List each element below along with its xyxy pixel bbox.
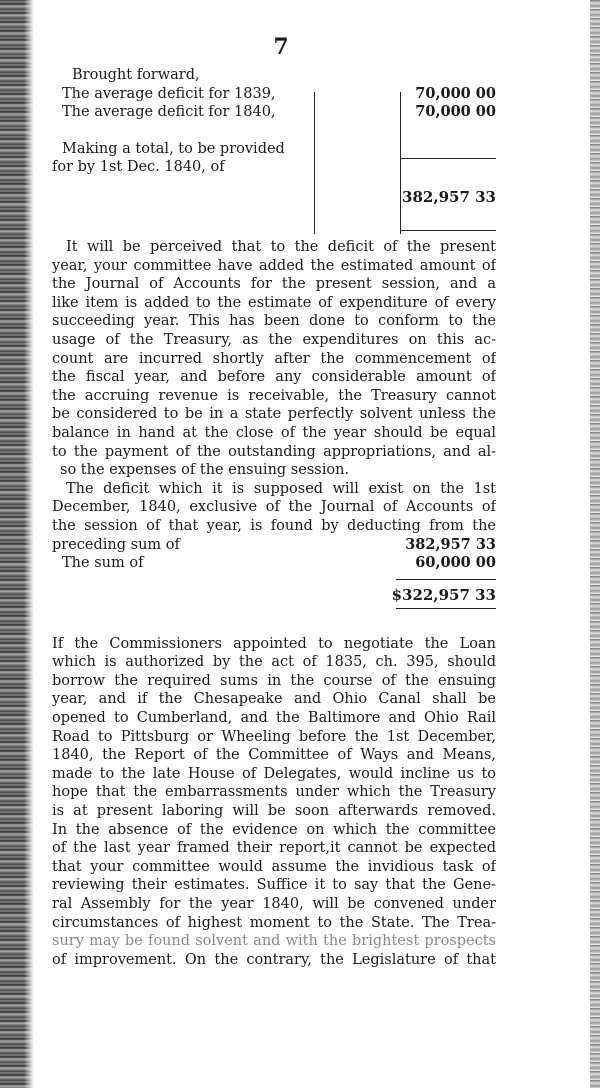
deduction-result: $322,957 33 [391, 585, 496, 604]
text-line: the accruing revenue is receivable, the Treasury cannot [52, 387, 496, 404]
sum-rule [396, 608, 496, 609]
text-line: is at present laboring will be soon afterwards removed. [52, 803, 496, 820]
text-line: usage of the Treasury, as the expenditures on this ac- [52, 331, 496, 348]
paragraph-deficit [52, 480, 496, 536]
table-rule-vertical [314, 92, 315, 234]
text-line: Road to Pittsburg or Wheeling before the 1st December, [52, 728, 496, 745]
text-line: ral Assembly for the year 1840, will be convened under [52, 896, 496, 912]
summary-row-label: The average deficit for 1839, [62, 85, 276, 102]
text-line: December, 1840, exclusive of the Journal of Accounts of [52, 499, 496, 516]
text-line: reviewing their estimates. Suffice it to say that the Gene- [52, 877, 496, 894]
summary-table [52, 66, 496, 234]
summary-amount: 70,000 00 [415, 84, 496, 102]
scan-binding-edge [0, 0, 34, 1088]
text-line: like item is added to the estimate of expenditure of every [52, 294, 496, 311]
summary-labels [52, 66, 314, 177]
text-line: the Journal of Accounts for the present session, and a [52, 276, 496, 293]
table-rule-horizontal [400, 230, 496, 231]
table-rule-horizontal [400, 158, 496, 159]
summary-amount: 70,000 00 [415, 103, 496, 121]
text-line: of the last year framed their report,it cannot be expected [52, 840, 496, 857]
summary-spacer [52, 122, 314, 140]
text-line: sury may be found solvent and with the brightest prospects [52, 933, 496, 950]
text-line: The deficit which it is supposed will exist on the 1st [66, 480, 496, 497]
page-number: 7 [273, 34, 289, 60]
text-line: that your committee would assume the invidious task of [52, 858, 496, 875]
text-line: count are incurred shortly after the commencement of [52, 350, 496, 367]
text-line: made to the late House of Delegates, would incline us to [52, 765, 496, 782]
text-line: hope that the embarrassments under which the Treasury [52, 784, 496, 801]
document-page [52, 30, 496, 969]
summary-row-label: Brought forward, [72, 67, 200, 83]
text-line: of improvement. On the contrary, the Legislature of that [52, 951, 496, 968]
deduction-row [52, 536, 496, 555]
text-line: If the Commissioners appointed to negotiate the Loan [52, 635, 496, 652]
summary-total-label: Making a total, to be provided [62, 140, 285, 157]
text-line: balance in hand at the close of the year should be equal [52, 424, 496, 441]
text-line: succeeding year. This has been done to conform to the [52, 313, 496, 330]
deduction-amount: 382,957 33 [405, 535, 496, 553]
text-line: In the absence of the evidence on which the committee [52, 821, 496, 838]
text-line: borrow the required sums in the course of the ensuing [52, 672, 496, 689]
text-line: It will be perceived that to the deficit of the present [66, 239, 496, 255]
text-line: which is authorized by the act of 1835, ch. 395, should [52, 654, 496, 671]
text-line: so the expenses of the ensuing session. [60, 462, 350, 479]
deduction-row [52, 554, 496, 573]
paragraph-committee-estimate [52, 238, 496, 480]
text-line: year, and if the Chesapeake and Ohio Canal shall be [52, 691, 496, 708]
text-line: the fiscal year, and before any considerable amount of [52, 369, 496, 386]
text-line: to the payment of the outstanding appropriations, and al- [52, 443, 496, 460]
text-line: the session of that year, is found by deducting from the [52, 517, 496, 534]
deduction-label: The sum of [62, 555, 144, 572]
summary-total-label: for by 1st Dec. 1840, of [52, 159, 225, 176]
paragraph-loan-commissioners [52, 635, 496, 970]
summary-total-amount: 382,957 33 [402, 188, 496, 206]
text-line: be considered to be in a state perfectly solvent unless the [52, 406, 496, 423]
text-line: year, your committee have added the estimated amount of [52, 257, 496, 274]
text-line: opened to Cumberland, and the Baltimore and Ohio Rail [52, 710, 496, 727]
summary-row-label: The average deficit for 1840, [62, 104, 276, 121]
deduction-amount: 60,000 00 [415, 554, 496, 572]
text-line: circumstances of highest moment to the State. The Trea- [52, 914, 496, 931]
deduction-result-row [52, 580, 496, 620]
scan-page-edge [590, 0, 600, 1088]
text-line: 1840, the Report of the Committee of Ways and Means, [52, 747, 496, 764]
deduction-label: preceding sum of [52, 536, 180, 553]
